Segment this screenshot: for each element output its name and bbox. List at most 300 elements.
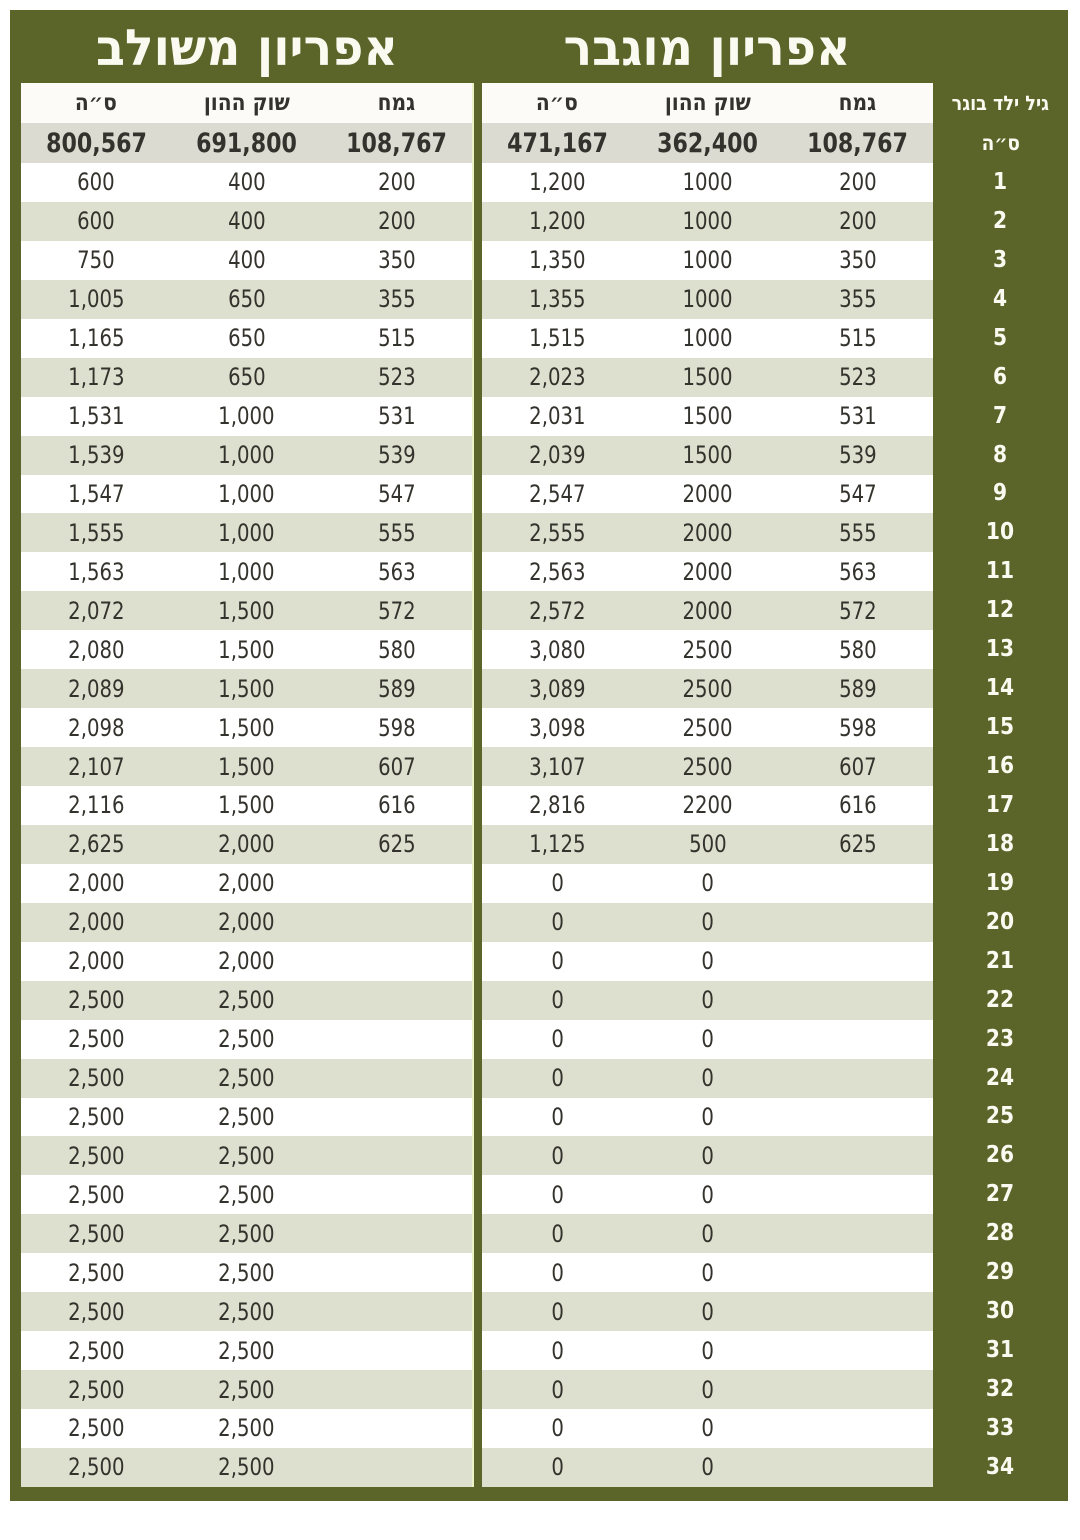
value-cell [322, 825, 472, 864]
header-cell-gemach [322, 83, 472, 123]
value: 2,500 [67, 1102, 125, 1131]
value: 2,500 [218, 986, 275, 1015]
value-cell [21, 475, 171, 514]
value-cell [783, 358, 933, 397]
data-row [21, 1175, 1068, 1214]
value-cell [783, 280, 933, 319]
left-section-values [21, 1214, 472, 1253]
left-section-values [21, 1448, 472, 1487]
value: 1000 [682, 168, 733, 197]
left-section-values [21, 397, 472, 436]
age-value: 32 [986, 1376, 1015, 1403]
value-cell [322, 591, 472, 630]
value: 2,500 [218, 1297, 275, 1326]
value-cell [783, 1370, 933, 1409]
value-cell [482, 903, 632, 942]
value: 1,125 [528, 830, 586, 859]
age-cell [933, 163, 1068, 202]
value-cell [482, 591, 632, 630]
value: 539 [839, 441, 877, 470]
value: 200 [839, 207, 877, 236]
left-section-values [21, 552, 472, 591]
value: 572 [378, 596, 416, 625]
value-cell [322, 669, 472, 708]
left-section-totals [21, 123, 472, 163]
value: 1,355 [528, 285, 586, 314]
right-section-headers [482, 83, 933, 123]
value-cell [482, 981, 632, 1020]
right-section-values [482, 1214, 933, 1253]
value-cell [21, 1214, 171, 1253]
value: 0 [550, 1025, 564, 1054]
right-section-values [482, 786, 933, 825]
value-cell [632, 358, 782, 397]
left-section-values [21, 708, 472, 747]
header-label: ס״ה [75, 89, 118, 116]
section-divider [472, 1020, 482, 1059]
data-row [21, 358, 1068, 397]
section-divider [472, 903, 482, 942]
value-cell [21, 241, 171, 280]
right-section-values [482, 1175, 933, 1214]
value: 0 [550, 1453, 564, 1482]
left-section-values [21, 1331, 472, 1370]
value-cell [171, 475, 321, 514]
age-cell [933, 513, 1068, 552]
left-section-values [21, 864, 472, 903]
age-cell [933, 1136, 1068, 1175]
value-cell [171, 163, 321, 202]
value-cell [632, 1292, 782, 1331]
age-value: 30 [986, 1298, 1015, 1325]
value: 0 [701, 1336, 714, 1365]
value: 1,000 [218, 518, 275, 547]
value: 1000 [682, 207, 733, 236]
value: 2,500 [218, 1064, 275, 1093]
total-cell: 471,167 [482, 123, 632, 163]
value: 625 [378, 830, 416, 859]
section-divider [472, 1175, 482, 1214]
age-value: 29 [986, 1259, 1015, 1286]
value-cell [21, 358, 171, 397]
left-section-values [21, 1292, 472, 1331]
age-value: 8 [993, 441, 1008, 468]
value: 589 [378, 674, 416, 703]
age-cell [933, 864, 1068, 903]
value-cell [21, 202, 171, 241]
value: 2,500 [67, 1258, 125, 1287]
value-cell [482, 825, 632, 864]
value-cell [171, 1175, 321, 1214]
right-section-values [482, 552, 933, 591]
value-cell [21, 552, 171, 591]
value-cell [21, 981, 171, 1020]
value-cell [632, 1059, 782, 1098]
value: 563 [378, 557, 416, 586]
value: 2,098 [67, 713, 125, 742]
value-cell [322, 1370, 472, 1409]
value-cell [482, 1292, 632, 1331]
value-cell [482, 163, 632, 202]
value-cell [21, 747, 171, 786]
right-section-values [482, 903, 933, 942]
value-cell [632, 864, 782, 903]
header-label: שוק ההון [203, 89, 290, 116]
age-cell [933, 591, 1068, 630]
value-cell [632, 942, 782, 981]
value-cell [21, 825, 171, 864]
left-section-values [21, 1059, 472, 1098]
age-value: 20 [986, 908, 1015, 935]
value: 0 [550, 947, 564, 976]
header-cell-capital-market [171, 83, 321, 123]
value: 2500 [682, 713, 733, 742]
section-divider [472, 591, 482, 630]
right-section-values [482, 1253, 933, 1292]
value-cell [482, 1020, 632, 1059]
value-cell [632, 747, 782, 786]
age-value: 22 [986, 986, 1015, 1013]
value: 531 [378, 402, 416, 431]
section-divider [472, 1448, 482, 1487]
right-section-values [482, 1292, 933, 1331]
value-cell [482, 1175, 632, 1214]
value-cell [632, 475, 782, 514]
value-cell [482, 436, 632, 475]
data-row [21, 1370, 1068, 1409]
age-cell [933, 1098, 1068, 1137]
header-label: ס״ה [536, 89, 579, 116]
value-cell [322, 981, 472, 1020]
value-cell [171, 1292, 321, 1331]
value: 2,563 [528, 557, 586, 586]
value: 2,500 [67, 986, 125, 1015]
value: 515 [839, 324, 877, 353]
left-section-values [21, 591, 472, 630]
value-cell [783, 942, 933, 981]
value: 400 [227, 246, 266, 275]
value: 1,500 [218, 791, 275, 820]
value: 2,039 [528, 441, 586, 470]
value-cell [482, 1448, 632, 1487]
value: 2,500 [67, 1064, 125, 1093]
value-cell [482, 669, 632, 708]
value: 1,500 [218, 596, 275, 625]
value-cell [171, 1136, 321, 1175]
value-cell [482, 708, 632, 747]
value-cell [322, 1098, 472, 1137]
value: 0 [550, 1219, 564, 1248]
right-section-values [482, 1020, 933, 1059]
data-row [21, 513, 1068, 552]
value-cell [21, 1136, 171, 1175]
value-cell [171, 903, 321, 942]
value-cell [21, 1370, 171, 1409]
value-cell [171, 591, 321, 630]
value-cell [21, 1448, 171, 1487]
value: 0 [550, 1297, 564, 1326]
value: 0 [550, 1180, 564, 1209]
value-cell [21, 1098, 171, 1137]
value: 2000 [682, 557, 733, 586]
age-cell [933, 630, 1068, 669]
value: 650 [227, 324, 266, 353]
value: 0 [550, 869, 564, 898]
section-divider [472, 123, 482, 163]
value-cell [482, 1098, 632, 1137]
value: 2,500 [218, 1141, 275, 1170]
value-cell [783, 1059, 933, 1098]
value: 3,089 [528, 674, 586, 703]
value-cell [632, 1448, 782, 1487]
data-row [21, 319, 1068, 358]
data-row [21, 1448, 1068, 1487]
value-cell [322, 241, 472, 280]
age-value: 18 [986, 830, 1015, 857]
age-value: 13 [986, 636, 1015, 663]
data-row [21, 1059, 1068, 1098]
value-cell [21, 1409, 171, 1448]
data-row [21, 1292, 1068, 1331]
data-row [21, 552, 1068, 591]
value-cell [322, 630, 472, 669]
total-cell: 691,800 [171, 123, 321, 163]
value-cell [783, 864, 933, 903]
title-band-id-spacer [933, 10, 1068, 83]
value: 0 [550, 1102, 564, 1131]
value: 2,572 [528, 596, 586, 625]
value-cell [482, 786, 632, 825]
section-divider [472, 358, 482, 397]
value-cell [482, 358, 632, 397]
value: 1,539 [67, 441, 125, 470]
value-cell [783, 1214, 933, 1253]
header-label: גמח [378, 89, 416, 116]
value: 515 [378, 324, 416, 353]
value-cell [632, 202, 782, 241]
title-band-divider [472, 10, 482, 83]
value-cell [21, 864, 171, 903]
value: 607 [378, 752, 416, 781]
left-section-values [21, 1136, 472, 1175]
age-value: 33 [986, 1414, 1015, 1441]
value: 3,080 [528, 635, 586, 664]
value-cell [171, 1370, 321, 1409]
value: 2500 [682, 674, 733, 703]
age-value: 11 [986, 558, 1015, 585]
value: 1500 [682, 441, 733, 470]
left-section-values [21, 903, 472, 942]
left-section-values [21, 786, 472, 825]
age-value: 9 [993, 480, 1008, 507]
id-column-totals-label: ס״ה [933, 123, 1068, 163]
value-cell [632, 981, 782, 1020]
header-cell-total [482, 83, 632, 123]
header-cell-total [21, 83, 171, 123]
value: 523 [839, 363, 877, 392]
value: 2000 [682, 479, 733, 508]
value: 0 [701, 1219, 714, 1248]
value-cell [482, 1409, 632, 1448]
value: 2000 [682, 518, 733, 547]
value-cell [482, 1059, 632, 1098]
right-section-values [482, 241, 933, 280]
section-divider [472, 630, 482, 669]
value: 2,080 [67, 635, 125, 664]
left-section-values [21, 358, 472, 397]
total-cell: 362,400 [632, 123, 782, 163]
data-row [21, 163, 1068, 202]
value: 1,200 [528, 207, 586, 236]
value: 1000 [682, 324, 733, 353]
value: 350 [839, 246, 877, 275]
header-cell-gemach [783, 83, 933, 123]
value: 2000 [682, 596, 733, 625]
age-cell [933, 708, 1068, 747]
id-column-header: גיל ילד בוגר [933, 83, 1068, 123]
section-divider [472, 669, 482, 708]
section-divider [472, 319, 482, 358]
age-cell [933, 669, 1068, 708]
age-cell [933, 1175, 1068, 1214]
value-cell [322, 552, 472, 591]
age-value: 14 [986, 675, 1015, 702]
value: 0 [550, 1258, 564, 1287]
value-cell [21, 1292, 171, 1331]
value-cell [21, 1331, 171, 1370]
value-cell [632, 1253, 782, 1292]
value: 2,555 [528, 518, 586, 547]
value-cell [632, 825, 782, 864]
value-cell [322, 513, 472, 552]
value-cell [171, 280, 321, 319]
value: 0 [550, 1414, 564, 1443]
value-cell [171, 1059, 321, 1098]
value: 2,089 [67, 674, 125, 703]
value-cell [171, 319, 321, 358]
left-section-values [21, 319, 472, 358]
value: 1,547 [67, 479, 125, 508]
value-cell [171, 1214, 321, 1253]
value: 2500 [682, 752, 733, 781]
right-section-values [482, 825, 933, 864]
data-row [21, 786, 1068, 825]
value-cell [783, 747, 933, 786]
section-divider [472, 436, 482, 475]
value: 2,107 [67, 752, 125, 781]
value-cell [171, 1409, 321, 1448]
value-cell [632, 552, 782, 591]
value-cell [632, 708, 782, 747]
value: 0 [550, 1064, 564, 1093]
age-cell [933, 825, 1068, 864]
right-section-values [482, 864, 933, 903]
value-cell [783, 669, 933, 708]
value: 2,000 [67, 908, 125, 937]
value-cell [783, 1020, 933, 1059]
right-section-values [482, 475, 933, 514]
value-cell [482, 1331, 632, 1370]
section-divider [472, 1292, 482, 1331]
data-row [21, 397, 1068, 436]
value-cell [322, 1136, 472, 1175]
value-cell [21, 163, 171, 202]
right-section-values [482, 397, 933, 436]
value: 200 [378, 168, 416, 197]
value-cell [783, 825, 933, 864]
age-cell [933, 475, 1068, 514]
value: 2,500 [67, 1453, 125, 1482]
value-cell [21, 436, 171, 475]
value-cell [482, 319, 632, 358]
age-value: 28 [986, 1220, 1015, 1247]
value-cell [783, 1292, 933, 1331]
left-section-values [21, 475, 472, 514]
value-cell [632, 436, 782, 475]
value-cell [632, 1214, 782, 1253]
right-section-values [482, 630, 933, 669]
value: 0 [701, 1375, 714, 1404]
right-section-values [482, 669, 933, 708]
value-cell [322, 280, 472, 319]
value-cell [482, 202, 632, 241]
section-divider [472, 475, 482, 514]
data-row [21, 202, 1068, 241]
value-cell [171, 1098, 321, 1137]
left-section-values [21, 513, 472, 552]
age-cell [933, 202, 1068, 241]
value-cell [21, 280, 171, 319]
value: 0 [701, 1102, 714, 1131]
totals-row [21, 123, 1068, 163]
left-section-values [21, 1370, 472, 1409]
section-divider [472, 1098, 482, 1137]
value-cell [171, 241, 321, 280]
data-row [21, 708, 1068, 747]
value: 0 [550, 1141, 564, 1170]
value-cell [171, 397, 321, 436]
section-divider [472, 202, 482, 241]
data-row [21, 630, 1068, 669]
value: 2,500 [67, 1414, 125, 1443]
age-value: 31 [986, 1337, 1015, 1364]
left-section-values [21, 669, 472, 708]
left-section-title-area [21, 10, 472, 83]
value-cell [632, 513, 782, 552]
age-cell [933, 942, 1068, 981]
value-cell [322, 1409, 472, 1448]
value: 1,000 [218, 479, 275, 508]
left-section-values [21, 1020, 472, 1059]
value-cell [783, 1175, 933, 1214]
value-cell [783, 163, 933, 202]
section-divider [472, 1409, 482, 1448]
age-cell [933, 1292, 1068, 1331]
value-cell [632, 1370, 782, 1409]
left-section-values [21, 241, 472, 280]
data-row [21, 1098, 1068, 1137]
value-cell [482, 513, 632, 552]
value: 2,500 [67, 1297, 125, 1326]
value: 1,500 [218, 752, 275, 781]
value-cell [21, 319, 171, 358]
value: 547 [378, 479, 416, 508]
age-cell [933, 319, 1068, 358]
value: 1,515 [528, 324, 586, 353]
value: 1,531 [67, 402, 125, 431]
value-cell [783, 513, 933, 552]
section-divider [472, 981, 482, 1020]
